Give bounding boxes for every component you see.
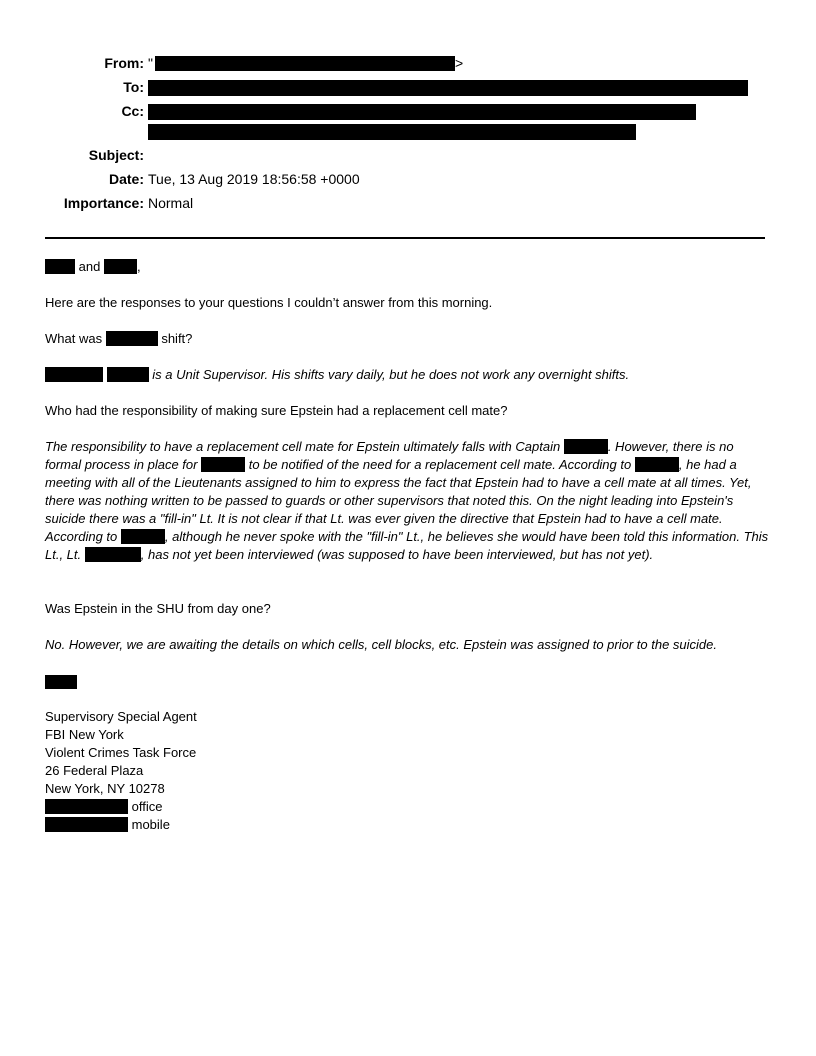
answer-2 bbox=[45, 438, 773, 564]
answer-3: No. However, we are awaiting the details on which cells, cell blocks, etc. Epstein was assigned to prior to the suicide. bbox=[45, 637, 718, 652]
signature-office-phone bbox=[45, 798, 162, 816]
redaction bbox=[45, 817, 128, 832]
redaction bbox=[106, 331, 158, 346]
redaction bbox=[564, 439, 608, 454]
redaction bbox=[107, 367, 149, 382]
signature-unit: Violent Crimes Task Force bbox=[45, 745, 197, 760]
mobile-label: mobile bbox=[131, 817, 170, 832]
answer-2-part-1: The responsibility to have a replacement cell mate for Epstein ultimately falls with Captain bbox=[45, 439, 561, 454]
redaction bbox=[45, 799, 128, 814]
question-2: Who had the responsibility of making sure Epstein had a replacement cell mate? bbox=[45, 403, 508, 418]
redaction bbox=[45, 259, 75, 274]
signature-mobile-phone bbox=[45, 816, 170, 834]
answer-2-part-6: , has not yet been interviewed (was supposed to have been interviewed, but has not yet). bbox=[140, 547, 654, 562]
signature-address-1: 26 Federal Plaza bbox=[45, 763, 144, 778]
greeting-and: and bbox=[78, 259, 101, 274]
signature-org: FBI New York bbox=[45, 727, 124, 742]
greeting bbox=[45, 258, 141, 276]
cc-label: Cc: bbox=[121, 103, 144, 119]
redaction bbox=[85, 547, 141, 562]
to-label: To: bbox=[123, 79, 144, 95]
from-redaction bbox=[155, 56, 455, 71]
from-open-quote: " bbox=[148, 55, 153, 71]
signature-title: Supervisory Special Agent bbox=[45, 709, 197, 724]
importance-value: Normal bbox=[148, 195, 194, 211]
to-redaction bbox=[148, 80, 748, 96]
greeting-comma: , bbox=[136, 259, 141, 274]
subject-row bbox=[0, 145, 816, 165]
redaction bbox=[104, 259, 137, 274]
answer-2-part-4: , he had a meeting with all of the Lieutenants assigned to him to express the fact that Epstein had to have a cell mate at all times. Yet, there was nothing written to be passed to guards or other supervisors that noted this. On the night leading into Epstein's suicide there was a "fill-in" Lt. It is not clear if that Lt. was ever given the directive that Epstein had to have a cell mate. According to bbox=[45, 457, 752, 544]
importance-row bbox=[0, 193, 816, 213]
cc-redaction-1 bbox=[148, 104, 696, 120]
question-1-suffix: shift? bbox=[161, 331, 193, 346]
question-1-prefix: What was bbox=[45, 331, 103, 346]
importance-label: Importance: bbox=[63, 195, 144, 211]
answer-2-part-2: . However, there is no formal process in place for bbox=[45, 439, 734, 472]
answer-2-part-5: , although he never spoke with the "fill-in" Lt., he believes she would have been told this information. This Lt., Lt. bbox=[45, 529, 769, 562]
office-label: office bbox=[131, 799, 163, 814]
date-value: Tue, 13 Aug 2019 18:56:58 +0000 bbox=[148, 171, 360, 187]
date-label: Date: bbox=[108, 171, 144, 187]
question-1 bbox=[45, 330, 192, 348]
subject-label: Subject: bbox=[88, 147, 144, 163]
signature-name-redaction bbox=[45, 675, 77, 689]
answer-1-text: is a Unit Supervisor. His shifts vary daily, but he does not work any overnight shifts. bbox=[152, 367, 630, 382]
redaction bbox=[121, 529, 165, 544]
redaction bbox=[201, 457, 245, 472]
date-row bbox=[0, 169, 816, 189]
question-3: Was Epstein in the SHU from day one? bbox=[45, 601, 271, 616]
from-label: From: bbox=[104, 55, 144, 71]
answer-2-part-3: to be notified of the need for a replacement cell mate. According to bbox=[248, 457, 632, 472]
header-divider bbox=[45, 237, 765, 239]
redaction bbox=[635, 457, 679, 472]
answer-1 bbox=[45, 366, 629, 384]
cc-redaction-2 bbox=[148, 124, 636, 140]
redaction bbox=[45, 367, 103, 382]
from-close-bracket: > bbox=[455, 55, 464, 71]
signature-address-2: New York, NY 10278 bbox=[45, 781, 165, 796]
intro-text: Here are the responses to your questions I couldn’t answer from this morning. bbox=[45, 295, 493, 310]
